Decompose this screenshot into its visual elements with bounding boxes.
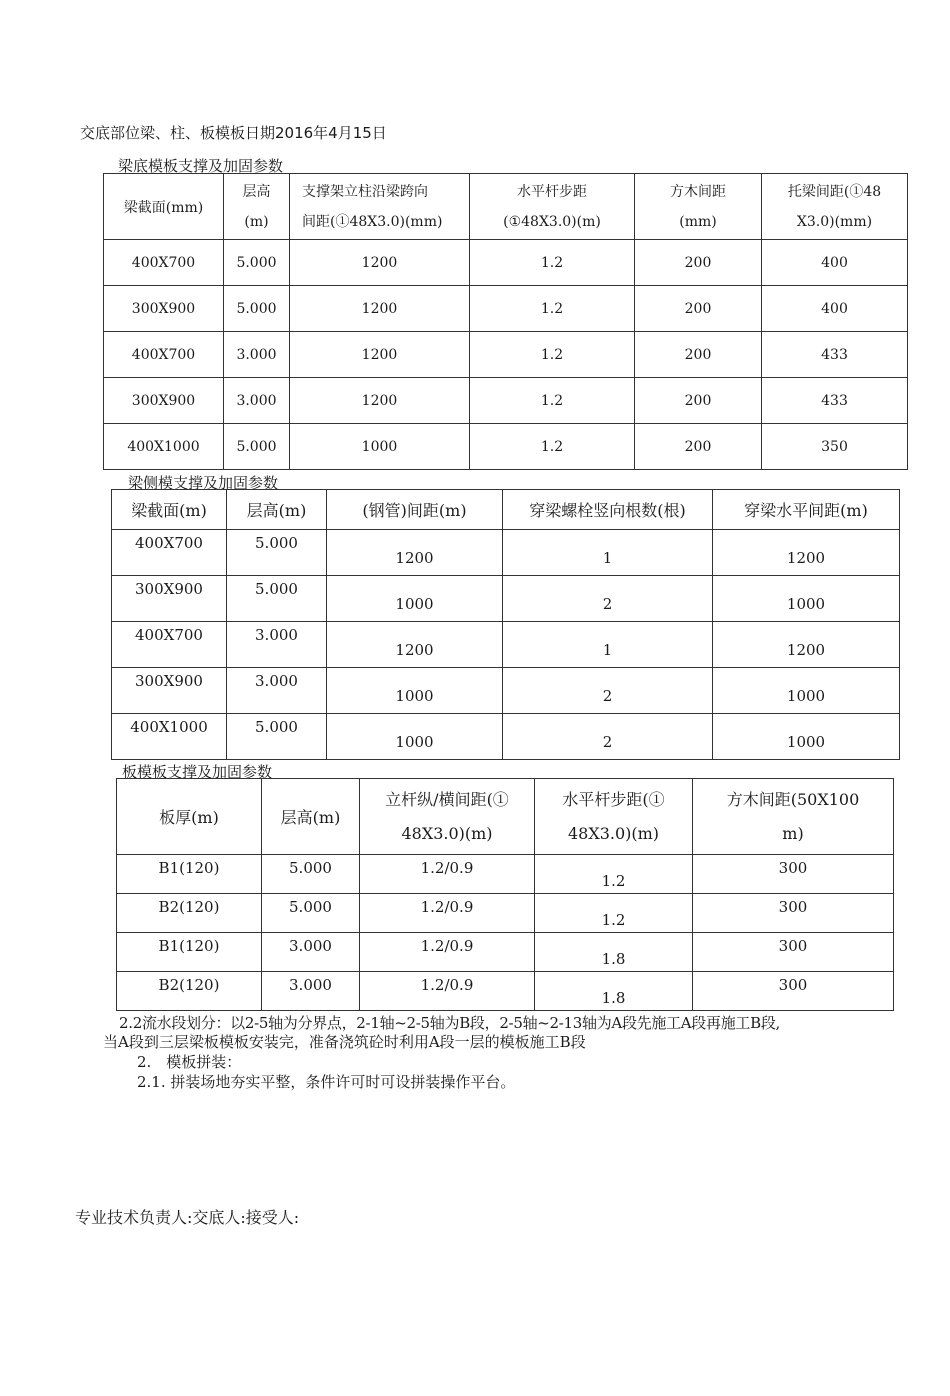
table3-header-row <box>117 779 894 855</box>
table-cell: 1.2 <box>470 286 635 332</box>
table-cell: 1.8 <box>535 933 693 972</box>
table-cell: 300 <box>693 855 894 894</box>
table-cell: 350 <box>762 424 908 470</box>
table-row <box>112 576 900 622</box>
table-cell: 400 <box>762 286 908 332</box>
table3-header-cell: 板厚(m) <box>117 779 262 855</box>
signature-line: 专业技术负责人:交底人:接受人: <box>75 1208 300 1227</box>
table1-header-cell: 水平杆步距 (①48X3.0)(m) <box>470 174 635 240</box>
table2-header-cell: 穿梁螺栓竖向根数(根) <box>503 490 713 530</box>
table2-caption: 梁侧模支撑及加固参数 <box>128 474 279 492</box>
table-cell: 300 <box>693 933 894 972</box>
table1-header-cell: 托梁间距(①48 X3.0)(mm) <box>762 174 908 240</box>
table-cell: 2 <box>503 668 713 714</box>
table-cell: 5.000 <box>224 424 290 470</box>
table-cell: 400 <box>762 240 908 286</box>
table-cell: 300X900 <box>112 668 227 714</box>
table1-header-cell: 支撑架立柱沿梁跨向 间距(①48X3.0)(mm) <box>290 174 470 240</box>
table-row <box>117 894 894 933</box>
table-cell: 400X1000 <box>104 424 224 470</box>
table-cell: 200 <box>635 378 762 424</box>
paragraph-flow-division-cont: 当A段到三层梁板模板安装完，准备浇筑砼时利用A段一层的模板施工B段 <box>103 1033 586 1051</box>
table-cell: 1.2 <box>535 855 693 894</box>
table-cell: 1.2 <box>470 378 635 424</box>
table-cell: 1 <box>503 530 713 576</box>
table-cell: 1200 <box>290 240 470 286</box>
slab-table <box>116 778 894 1011</box>
table-cell: 1.2 <box>470 332 635 378</box>
paragraph-assembly-site: 2.1. 拼装场地夯实平整，条件许可时可设拼装操作平台。 <box>137 1073 516 1091</box>
table-row <box>117 933 894 972</box>
table-cell: 1 <box>503 622 713 668</box>
header-line: 交底部位梁、柱、板模板日期2016年4月15日 <box>80 124 387 142</box>
table-row <box>104 378 908 424</box>
table-cell: 1000 <box>713 714 900 760</box>
table-cell: 1.2/0.9 <box>360 933 535 972</box>
table-cell: 3.000 <box>227 668 327 714</box>
table3-caption: 板模板支撑及加固参数 <box>122 763 273 781</box>
table-cell: 1.2/0.9 <box>360 855 535 894</box>
table-cell: 3.000 <box>224 378 290 424</box>
table1-header-cell: 方木间距 (mm) <box>635 174 762 240</box>
table-cell: 300X900 <box>104 286 224 332</box>
table-cell: B2(120) <box>117 894 262 933</box>
table-cell: 433 <box>762 378 908 424</box>
table3-header-cell: 层高(m) <box>262 779 360 855</box>
table-cell: 1200 <box>290 286 470 332</box>
table3-header-cell: 水平杆步距(① 48X3.0)(m) <box>535 779 693 855</box>
table-row <box>104 332 908 378</box>
table-cell: 5.000 <box>262 855 360 894</box>
table-cell: 400X700 <box>104 332 224 378</box>
table-cell: 1000 <box>290 424 470 470</box>
table-cell: B1(120) <box>117 933 262 972</box>
table-cell: 300X900 <box>112 576 227 622</box>
table1-caption: 梁底模板支撑及加固参数 <box>118 157 284 175</box>
table-cell: 200 <box>635 332 762 378</box>
table-cell: 1000 <box>327 576 503 622</box>
table2-header-cell: 穿梁水平间距(m) <box>713 490 900 530</box>
paragraph-heading-assembly: 2. 模板拼装： <box>137 1053 242 1071</box>
table-cell: 5.000 <box>227 576 327 622</box>
table1-header-cell: 层高 (m) <box>224 174 290 240</box>
table-cell: 3.000 <box>227 622 327 668</box>
table-cell: 1.2/0.9 <box>360 972 535 1011</box>
table-cell: 5.000 <box>262 894 360 933</box>
table-cell: 1.8 <box>535 972 693 1011</box>
table-cell: 5.000 <box>224 286 290 332</box>
beam-bottom-table <box>103 173 908 470</box>
table-cell: 1200 <box>713 530 900 576</box>
table-cell: 3.000 <box>262 933 360 972</box>
table-cell: 1200 <box>290 378 470 424</box>
table-cell: 5.000 <box>227 530 327 576</box>
table1-header-cell: 梁截面(mm) <box>104 174 224 240</box>
table-row <box>117 972 894 1011</box>
table-cell: 1.2 <box>535 894 693 933</box>
table-cell: 1200 <box>713 622 900 668</box>
beam-side-table <box>111 489 900 760</box>
table-cell: B1(120) <box>117 855 262 894</box>
table-cell: 1000 <box>327 714 503 760</box>
table2-header-cell: 梁截面(m) <box>112 490 227 530</box>
table-cell: 2 <box>503 576 713 622</box>
table-row <box>112 622 900 668</box>
table-row <box>104 240 908 286</box>
table2-header-cell: (钢管)间距(m) <box>327 490 503 530</box>
table-cell: 1200 <box>327 530 503 576</box>
table2-header-cell: 层高(m) <box>227 490 327 530</box>
table-cell: 300X900 <box>104 378 224 424</box>
table-cell: 200 <box>635 424 762 470</box>
table3-header-cell: 立杆纵/横间距(① 48X3.0)(m) <box>360 779 535 855</box>
table-cell: 5.000 <box>224 240 290 286</box>
table2-header-row <box>112 490 900 530</box>
paragraph-flow-division: 2.2流水段划分：以2-5轴为分界点，2-1轴~2-5轴为B段，2-5轴~2-13轴为A段先施工A段再施工B段, <box>119 1014 780 1032</box>
table-row <box>112 714 900 760</box>
table1-header-row <box>104 174 908 240</box>
table-row <box>104 424 908 470</box>
table-cell: 2 <box>503 714 713 760</box>
table-cell: 400X700 <box>112 530 227 576</box>
table-cell: 433 <box>762 332 908 378</box>
table-cell: 1200 <box>290 332 470 378</box>
table-row <box>104 286 908 332</box>
table-cell: 400X700 <box>104 240 224 286</box>
table-cell: 1.2/0.9 <box>360 894 535 933</box>
table-row <box>112 530 900 576</box>
table-cell: 200 <box>635 240 762 286</box>
table-cell: 5.000 <box>227 714 327 760</box>
table-cell: 3.000 <box>262 972 360 1011</box>
table-cell: B2(120) <box>117 972 262 1011</box>
table-cell: 1.2 <box>470 424 635 470</box>
table-cell: 300 <box>693 894 894 933</box>
table-row <box>112 668 900 714</box>
table-cell: 1.2 <box>470 240 635 286</box>
table-cell: 3.000 <box>224 332 290 378</box>
table-cell: 400X1000 <box>112 714 227 760</box>
table-row <box>117 855 894 894</box>
table-cell: 1200 <box>327 622 503 668</box>
table-cell: 1000 <box>713 668 900 714</box>
table-cell: 1000 <box>327 668 503 714</box>
table-cell: 400X700 <box>112 622 227 668</box>
table-cell: 200 <box>635 286 762 332</box>
table-cell: 1000 <box>713 576 900 622</box>
table-cell: 300 <box>693 972 894 1011</box>
table3-header-cell: 方木间距(50X100 m) <box>693 779 894 855</box>
